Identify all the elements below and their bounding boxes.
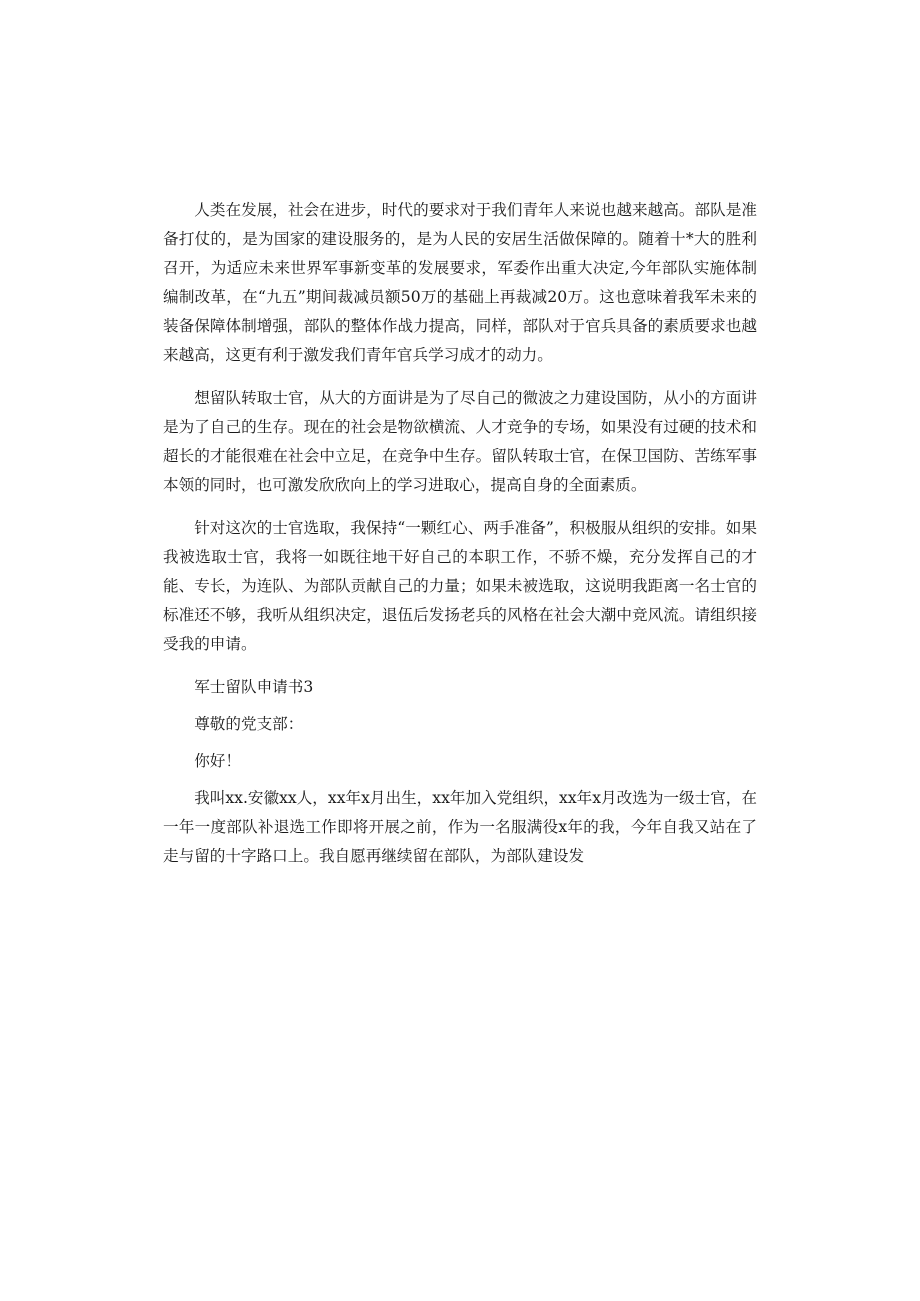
greeting: 你好！ [194,752,241,770]
paragraph-1: 人类在发展，社会在进步，时代的要求对于我们青年人来说也越来越高。部队是准备打仗的，是为国家的建设服务的，是为人民的安居生活做保障的。随着十*大的胜利召开，为适应未来世界军事新变革的发展要求，军委作出重大决定,今年部队实施体制编制改革，在“九五”期间裁减员额50万的基础上再裁减20万。这也意味着我军未来的装备保障体制增强，部队的整体作战力提高，同样，部队对于官兵具备的素质要求也越来越高，这更有利于激发我们青年官兵学习成才的动力。 [163,201,757,364]
document-body [163,196,757,885]
paragraph-2: 想留队转取士官，从大的方面讲是为了尽自己的微波之力建设国防，从小的方面讲是为了自己的生存。现在的社会是物欲横流、人才竞争的专场，如果没有过硬的技术和超长的才能很难在社会中立足，在竞争中生存。留队转取士官，在保卫国防、苦练军事本领的同时，也可激发欣欣向上的学习进取心，提高自身的全面素质。 [163,389,757,494]
paragraph-3: 针对这次的士官选取，我保持“一颗红心、两手准备”，积极服从组织的安排。如果我被选取士官，我将一如既往地干好自己的本职工作，不骄不燥，充分发挥自己的才能、专长，为连队、为部队贡献自己的力量；如果未被选取，这说明我距离一名士官的标准还不够，我听从组织决定，退伍后发扬老兵的风格在社会大潮中竞风流。请组织接受我的申请。 [163,519,757,653]
salutation: 尊敬的党支部： [194,715,304,733]
final-paragraph: 我叫xx.安徽xx人，xx年x月出生，xx年加入党组织，xx年x月改选为一级士官，在一年一度部队补退选工作即将开展之前，作为一名服满役x年的我，今年自我又站在了走与留的十字路口上。我自愿再继续留在部队，为部队建设发 [163,789,757,865]
section-title: 军士留队申请书3 [194,678,314,696]
